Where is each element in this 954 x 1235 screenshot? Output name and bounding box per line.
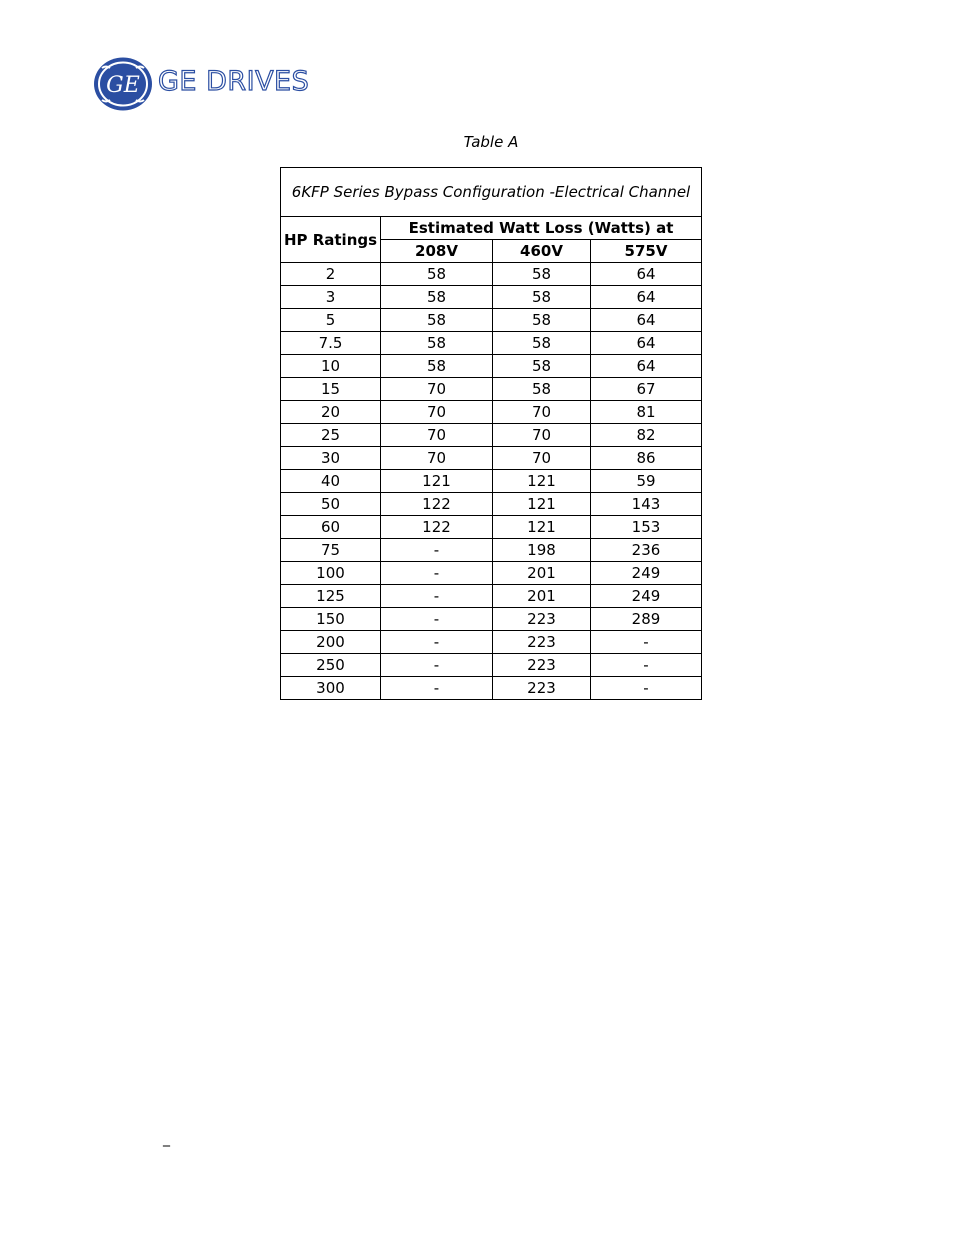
watt-208v-cell: - [381, 677, 493, 700]
hp-cell: 3 [281, 286, 381, 309]
watt-208v-cell: 70 [381, 401, 493, 424]
table-row [281, 355, 702, 378]
table-row [281, 332, 702, 355]
watt-460v-cell: 58 [493, 286, 591, 309]
watt-208v-cell: 58 [381, 309, 493, 332]
table-row [281, 424, 702, 447]
table-row [281, 493, 702, 516]
watt-208v-cell: 122 [381, 516, 493, 539]
hp-cell: 7.5 [281, 332, 381, 355]
watt-208v-cell: - [381, 585, 493, 608]
watt-208v-cell: - [381, 654, 493, 677]
watt-460v-cell: 58 [493, 355, 591, 378]
voltage-header-575v: 575V [591, 240, 702, 263]
watt-460v-cell: 70 [493, 401, 591, 424]
table-row [281, 631, 702, 654]
table-row [281, 539, 702, 562]
watt-208v-cell: 58 [381, 286, 493, 309]
ge-monogram-icon [92, 56, 154, 112]
hp-cell: 25 [281, 424, 381, 447]
watt-208v-cell: - [381, 631, 493, 654]
hp-cell: 150 [281, 608, 381, 631]
watt-575v-cell: 64 [591, 332, 702, 355]
watt-575v-cell: 249 [591, 585, 702, 608]
hp-cell: 15 [281, 378, 381, 401]
voltage-header-208v: 208V [381, 240, 493, 263]
watt-460v-cell: 58 [493, 263, 591, 286]
watt-575v-cell: 64 [591, 263, 702, 286]
watt-575v-cell: - [591, 654, 702, 677]
ge-drives-logo [92, 56, 322, 112]
hp-cell: 2 [281, 263, 381, 286]
watt-460v-cell: 121 [493, 470, 591, 493]
watt-460v-cell: 58 [493, 332, 591, 355]
watt-575v-cell: 289 [591, 608, 702, 631]
watt-460v-cell: 223 [493, 608, 591, 631]
table-row [281, 447, 702, 470]
hp-cell: 250 [281, 654, 381, 677]
watt-575v-cell: 81 [591, 401, 702, 424]
table-caption: Table A [463, 133, 519, 151]
footer-mark: _ [163, 1131, 170, 1147]
watt-460v-cell: 223 [493, 677, 591, 700]
watt-460v-cell: 58 [493, 309, 591, 332]
hp-cell: 60 [281, 516, 381, 539]
hp-cell: 5 [281, 309, 381, 332]
table-row [281, 608, 702, 631]
watt-575v-cell: 64 [591, 286, 702, 309]
hp-cell: 30 [281, 447, 381, 470]
table-row [281, 585, 702, 608]
watt-208v-cell: 121 [381, 470, 493, 493]
voltage-header-460v: 460V [493, 240, 591, 263]
hp-cell: 300 [281, 677, 381, 700]
hp-cell: 75 [281, 539, 381, 562]
watt-208v-cell: 58 [381, 263, 493, 286]
hp-cell: 125 [281, 585, 381, 608]
logo-brand-text: GE DRIVES [158, 66, 310, 97]
table-body [281, 263, 702, 700]
hp-cell: 200 [281, 631, 381, 654]
watt-460v-cell: 223 [493, 631, 591, 654]
watt-575v-cell: 86 [591, 447, 702, 470]
watt-460v-cell: 201 [493, 562, 591, 585]
watt-208v-cell: 58 [381, 332, 493, 355]
hp-cell: 50 [281, 493, 381, 516]
table-row [281, 401, 702, 424]
watt-575v-cell: 67 [591, 378, 702, 401]
watt-460v-cell: 198 [493, 539, 591, 562]
watt-575v-cell: 64 [591, 355, 702, 378]
watt-460v-cell: 121 [493, 493, 591, 516]
logo-mark-text: GE [106, 73, 140, 98]
watt-575v-cell: 143 [591, 493, 702, 516]
watt-575v-cell: - [591, 677, 702, 700]
watt-208v-cell: 70 [381, 378, 493, 401]
watt-208v-cell: - [381, 608, 493, 631]
watt-460v-cell: 121 [493, 516, 591, 539]
table-row [281, 378, 702, 401]
hp-cell: 40 [281, 470, 381, 493]
watt-460v-cell: 70 [493, 424, 591, 447]
watt-208v-cell: - [381, 562, 493, 585]
table-row [281, 677, 702, 700]
table-row [281, 516, 702, 539]
table-row [281, 470, 702, 493]
watt-575v-cell: - [591, 631, 702, 654]
watt-208v-cell: - [381, 539, 493, 562]
watt-208v-cell: 70 [381, 447, 493, 470]
hp-ratings-header: HP Ratings [281, 217, 381, 263]
watt-575v-cell: 249 [591, 562, 702, 585]
watt-208v-cell: 58 [381, 355, 493, 378]
watt-575v-cell: 82 [591, 424, 702, 447]
table-row [281, 654, 702, 677]
watt-460v-cell: 70 [493, 447, 591, 470]
hp-cell: 100 [281, 562, 381, 585]
watt-208v-cell: 122 [381, 493, 493, 516]
watt-460v-cell: 223 [493, 654, 591, 677]
watt-575v-cell: 64 [591, 309, 702, 332]
watt-575v-cell: 153 [591, 516, 702, 539]
table-title: 6KFP Series Bypass Configuration -Electrical Channel [281, 168, 702, 217]
watt-460v-cell: 58 [493, 378, 591, 401]
watt-loss-group-header: Estimated Watt Loss (Watts) at [381, 217, 702, 240]
watt-575v-cell: 236 [591, 539, 702, 562]
hp-cell: 20 [281, 401, 381, 424]
table-row [281, 286, 702, 309]
table-row [281, 309, 702, 332]
table-row [281, 562, 702, 585]
hp-cell: 10 [281, 355, 381, 378]
table-row [281, 263, 702, 286]
watt-loss-table [280, 167, 702, 700]
watt-575v-cell: 59 [591, 470, 702, 493]
watt-208v-cell: 70 [381, 424, 493, 447]
watt-460v-cell: 201 [493, 585, 591, 608]
